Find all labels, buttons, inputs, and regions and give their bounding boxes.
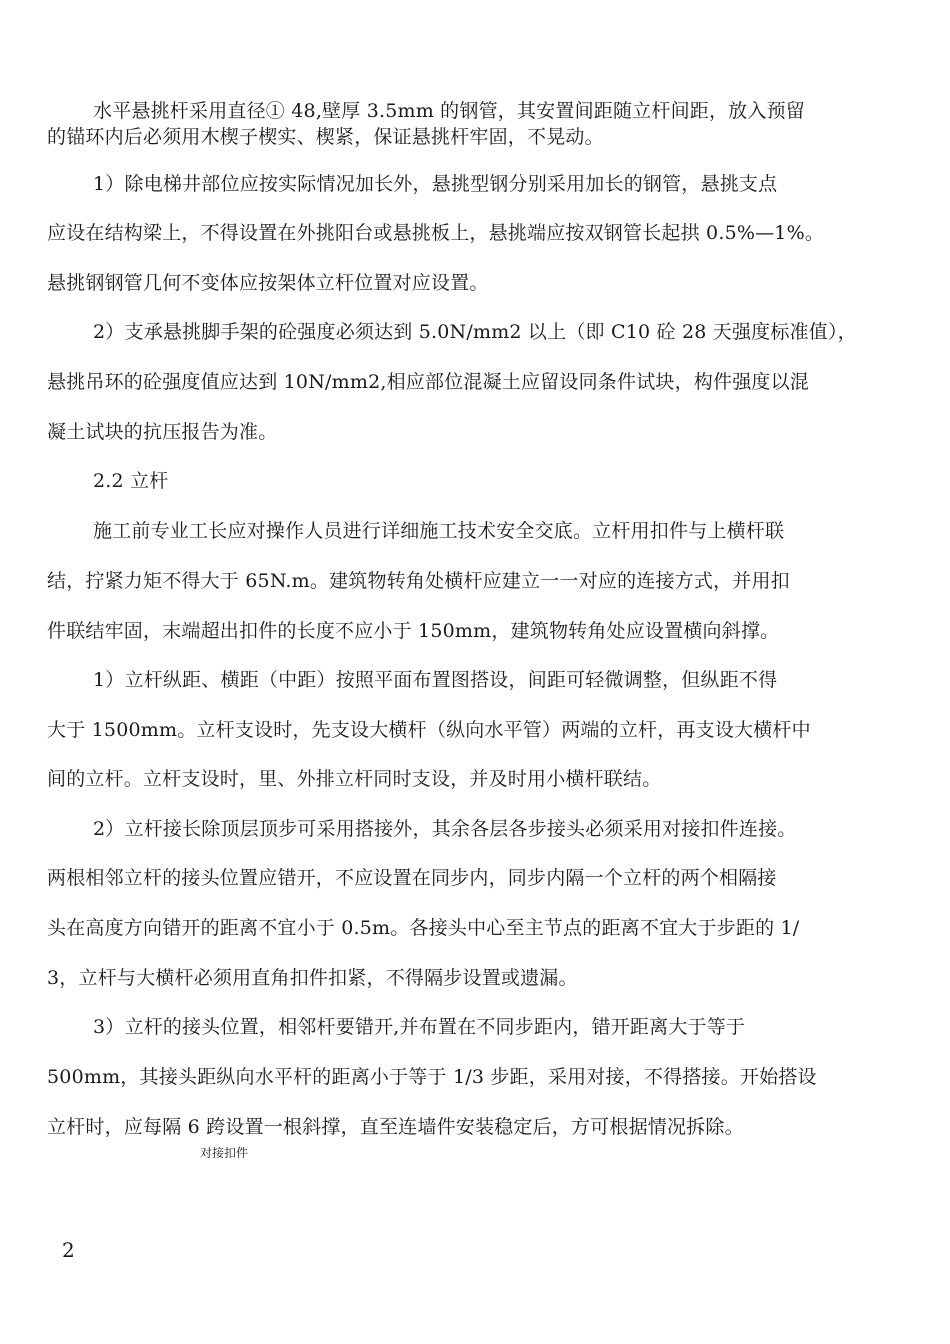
text-line: 水平悬挑杆采用直径① 48,壁厚 3.5mm 的钢管，其安置间距随立杆间距，放入预留 xyxy=(93,100,805,122)
text-line: 件联结牢固，末端超出扣件的长度不应小于 150mm，建筑物转角处应设置横向斜撑。 xyxy=(47,620,780,642)
text-line: 应设在结构梁上，不得设置在外挑阳台或悬挑板上，悬挑端应按双钢管长起拱 0.5%—1%。 xyxy=(47,222,825,244)
text-line: 2）支承悬挑脚手架的砼强度必须达到 5.0N/mm2 以上（即 C10 砼 28 天强度标准值）， xyxy=(93,321,857,343)
text-line: 悬挑吊环的砼强度值应达到 10N/mm2,相应部位混凝土应留设同条件试块，构件强度以混 xyxy=(47,371,810,393)
text-line: 施工前专业工长应对操作人员进行详细施工技术安全交底。立杆用扣件与上横杆联 xyxy=(93,520,785,542)
text-line: 3，立杆与大横杆必须用直角扣件扣紧，不得隔步设置或遗漏。 xyxy=(47,967,578,989)
text-line: 悬挑钢钢管几何不变体应按架体立杆位置对应设置。 xyxy=(47,272,489,294)
text-line: 1）立杆纵距、横距（中距）按照平面布置图搭设，间距可轻微调整，但纵距不得 xyxy=(93,669,778,691)
page-number: 2 xyxy=(62,1238,75,1262)
text-line: 凝土试块的抗压报告为准。 xyxy=(47,421,278,443)
figure-caption: 对接扣件 xyxy=(200,1146,249,1160)
section-heading: 2.2 立杆 xyxy=(93,470,169,492)
text-line: 2）立杆接长除顶层顶步可采用搭接外，其余各层各步接头必须采用对接扣件连接。 xyxy=(93,818,797,840)
text-line: 立杆时，应每隔 6 跨设置一根斜撑，直至连墙件安装稳定后，方可根据情况拆除。 xyxy=(47,1116,744,1138)
text-line: 两根相邻立杆的接头位置应错开，不应设置在同步内，同步内隔一个立杆的两个相隔接 xyxy=(47,867,777,889)
text-line: 3）立杆的接头位置，相邻杆要错开,并布置在不同步距内，错开距离大于等于 xyxy=(93,1016,746,1038)
text-line: 间的立杆。立杆支设时，里、外排立杆同时支设，并及时用小横杆联结。 xyxy=(47,768,662,790)
text-line: 500mm，其接头距纵向水平杆的距离小于等于 1/3 步距，采用对接，不得搭接。开始搭设 xyxy=(47,1066,817,1088)
text-line: 结，拧紧力矩不得大于 65N.m。建筑物转角处横杆应建立一一对应的连接方式，并用扣 xyxy=(47,570,790,592)
text-line: 大于 1500mm。立杆支设时，先支设大横杆（纵向水平管）两端的立杆，再支设大横杆中 xyxy=(47,719,811,741)
text-line: 的锚环内后必须用木楔子楔实、楔紧，保证悬挑杆牢固，不晃动。 xyxy=(47,126,604,148)
text-line: 1）除电梯井部位应按实际情况加长外，悬挑型钢分别采用加长的钢管，悬挑支点 xyxy=(93,173,778,195)
text-line: 头在高度方向错开的距离不宜小于 0.5m。各接头中心至主节点的距离不宜大于步距的 1/ xyxy=(47,917,800,939)
